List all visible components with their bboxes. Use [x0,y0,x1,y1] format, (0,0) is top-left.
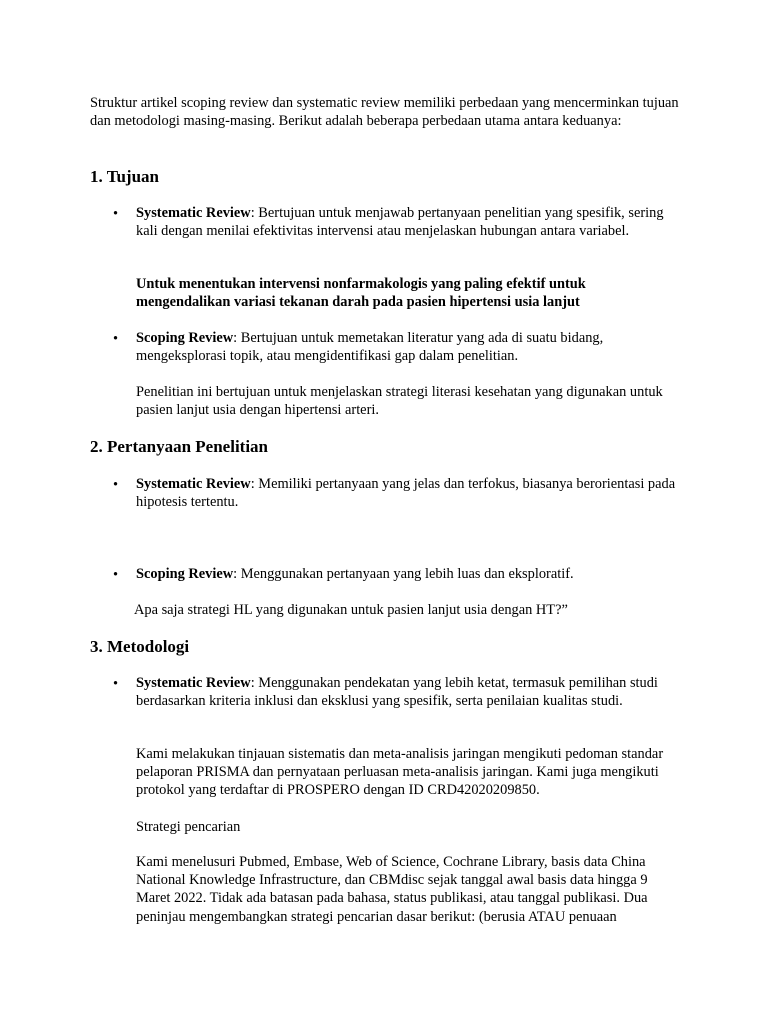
intro-paragraph: Struktur artikel scoping review dan systematic review memiliki perbedaan yang mencerminkan tujuan dan metodologi masing-masing. Berikut adalah beberapa perbedaan utama antara keduanya: [90,95,679,130]
bullet-icon: • [113,206,119,222]
bullet-icon: • [113,331,119,347]
term-label: Systematic Review [136,675,251,691]
list-item-systematic-tujuan [136,204,676,240]
bullet-icon: • [113,676,119,692]
section-heading-pertanyaan: 2. Pertanyaan Penelitian [90,437,269,456]
term-label: Systematic Review [136,476,251,492]
note-scoping-pertanyaan: Apa saja strategi HL yang digunakan untuk pasien lanjut usia dengan HT?” [134,602,568,618]
bullet-icon: • [113,477,119,493]
note-scoping-tujuan: Penelitian ini bertujuan untuk menjelaskan strategi literasi kesehatan yang digunakan untuk pasien lanjut usia dengan hipertensi arteri. [136,384,663,419]
item-text: : Bertujuan untuk menjawab pertanyaan penelitian yang spesifik, sering kali dengan menilai efektivitas intervensi atau menjelaskan hubungan antara variabel. [136,205,664,240]
note-systematic-tujuan: Untuk menentukan intervensi nonfarmakologis yang paling efektif untuk mengendalikan variasi tekanan darah pada pasien hipertensi usia lanjut [136,276,586,311]
term-label: Scoping Review [136,566,234,582]
section-heading-tujuan: 1. Tujuan [90,167,159,186]
item-text: : Menggunakan pertanyaan yang lebih luas dan eksploratif. [233,566,574,582]
list-item-scoping-tujuan [136,329,676,365]
list-item-systematic-metodologi [136,674,676,710]
item-text: : Bertujuan untuk memetakan literatur yang ada di suatu bidang, mengeksplorasi topik, atau mengidentifikasi gap dalam penelitian. [136,330,604,365]
note-metodologi-prisma: Kami melakukan tinjauan sistematis dan meta-analisis jaringan mengikuti pedoman standar pelaporan PRISMA dan pernyataan perluasan meta-analisis jaringan. Kami juga mengikuti protokol yang terdaftar di PROSPERO dengan ID CRD42020209850. [136,746,664,799]
section-heading-metodologi: 3. Metodologi [90,637,190,656]
term-label: Scoping Review [136,330,234,346]
item-text: : Menggunakan pendekatan yang lebih ketat, termasuk pemilihan studi berdasarkan kriteria inklusi dan eksklusi yang spesifik, serta penilaian kualitas studi. [136,675,658,710]
list-item-scoping-pertanyaan [136,565,676,583]
list-item-systematic-pertanyaan [136,475,676,511]
note-strategi-pencarian: Strategi pencarian [136,819,241,835]
term-label: Systematic Review [136,205,251,221]
note-database-search: Kami menelusuri Pubmed, Embase, Web of Science, Cochrane Library, basis data China National Knowledge Infrastructure, dan CBMdisc sejak tanggal awal basis data hingga 9 Maret 2022. Tidak ada batasan pada bahasa, status publikasi, atau tanggal publikasi. Dua peninjau mengembangkan strategi pencarian dasar berikut: (berusia ATAU penuaan [136,854,648,925]
item-text: : Memiliki pertanyaan yang jelas dan terfokus, biasanya berorientasi pada hipotesis tertentu. [136,476,676,511]
bullet-icon: • [113,567,119,583]
